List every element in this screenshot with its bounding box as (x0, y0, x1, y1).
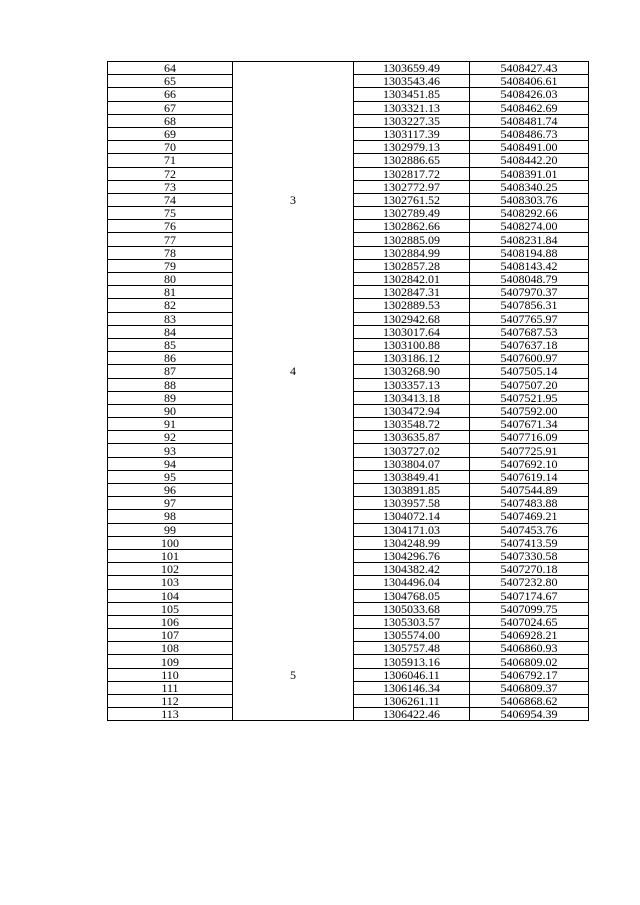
x-coordinate-cell: 1302817.72 (354, 167, 470, 180)
table-row (108, 695, 589, 708)
point-number-cell: 79 (108, 259, 233, 272)
table-row (108, 207, 589, 220)
table-row (108, 497, 589, 510)
group-cell (233, 220, 354, 233)
y-coordinate-cell: 5407671.34 (470, 418, 589, 431)
point-number-cell: 112 (108, 695, 233, 708)
x-coordinate-cell: 1303413.18 (354, 391, 470, 404)
x-coordinate-cell: 1303117.39 (354, 127, 470, 140)
coordinate-table (107, 61, 589, 721)
table-row (108, 404, 589, 417)
point-number-cell: 85 (108, 338, 233, 351)
point-number-cell: 78 (108, 246, 233, 259)
x-coordinate-cell: 1304496.04 (354, 576, 470, 589)
x-coordinate-cell: 1303100.88 (354, 338, 470, 351)
table-row (108, 615, 589, 628)
group-cell: 4 (233, 365, 354, 378)
x-coordinate-cell: 1303321.13 (354, 101, 470, 114)
x-coordinate-cell: 1304171.03 (354, 523, 470, 536)
x-coordinate-cell: 1302884.99 (354, 246, 470, 259)
y-coordinate-cell: 5408491.00 (470, 141, 589, 154)
table-row (108, 431, 589, 444)
point-number-cell: 77 (108, 233, 233, 246)
group-cell (233, 378, 354, 391)
y-coordinate-cell: 5408481.74 (470, 114, 589, 127)
y-coordinate-cell: 5407483.88 (470, 497, 589, 510)
x-coordinate-cell: 1306422.46 (354, 708, 470, 721)
x-coordinate-cell: 1303451.85 (354, 88, 470, 101)
group-cell (233, 101, 354, 114)
point-number-cell: 90 (108, 404, 233, 417)
table-row (108, 576, 589, 589)
group-cell (233, 523, 354, 536)
table-row (108, 629, 589, 642)
x-coordinate-cell: 1303186.12 (354, 352, 470, 365)
x-coordinate-cell: 1304382.42 (354, 563, 470, 576)
point-number-cell: 72 (108, 167, 233, 180)
y-coordinate-cell: 5407544.89 (470, 484, 589, 497)
group-cell (233, 589, 354, 602)
group-cell (233, 259, 354, 272)
x-coordinate-cell: 1306046.11 (354, 668, 470, 681)
group-cell (233, 576, 354, 589)
group-cell: 3 (233, 193, 354, 206)
x-coordinate-cell: 1303017.64 (354, 325, 470, 338)
point-number-cell: 95 (108, 470, 233, 483)
y-coordinate-cell: 5407687.53 (470, 325, 589, 338)
y-coordinate-cell: 5407174.67 (470, 589, 589, 602)
group-cell (233, 510, 354, 523)
x-coordinate-cell: 1303268.90 (354, 365, 470, 378)
y-coordinate-cell: 5406860.93 (470, 642, 589, 655)
y-coordinate-cell: 5407024.65 (470, 615, 589, 628)
x-coordinate-cell: 1304296.76 (354, 549, 470, 562)
group-cell (233, 299, 354, 312)
x-coordinate-cell: 1303957.58 (354, 497, 470, 510)
y-coordinate-cell: 5407521.95 (470, 391, 589, 404)
table-row (108, 167, 589, 180)
x-coordinate-cell: 1303659.49 (354, 62, 470, 75)
point-number-cell: 88 (108, 378, 233, 391)
table-row (108, 127, 589, 140)
y-coordinate-cell: 5407716.09 (470, 431, 589, 444)
table-row (108, 312, 589, 325)
point-number-cell: 84 (108, 325, 233, 338)
point-number-cell: 66 (108, 88, 233, 101)
group-cell (233, 681, 354, 694)
group-cell (233, 457, 354, 470)
group-cell: 5 (233, 668, 354, 681)
x-coordinate-cell: 1302847.31 (354, 286, 470, 299)
table-row (108, 681, 589, 694)
table-row (108, 470, 589, 483)
group-cell (233, 127, 354, 140)
y-coordinate-cell: 5407619.14 (470, 470, 589, 483)
table-row (108, 180, 589, 193)
point-number-cell: 89 (108, 391, 233, 404)
table-row (108, 299, 589, 312)
group-cell (233, 312, 354, 325)
table-row (108, 510, 589, 523)
table-row (108, 114, 589, 127)
point-number-cell: 64 (108, 62, 233, 75)
x-coordinate-cell: 1306261.11 (354, 695, 470, 708)
group-cell (233, 62, 354, 75)
group-cell (233, 563, 354, 576)
point-number-cell: 110 (108, 668, 233, 681)
group-cell (233, 88, 354, 101)
point-number-cell: 97 (108, 497, 233, 510)
y-coordinate-cell: 5408442.20 (470, 154, 589, 167)
group-cell (233, 273, 354, 286)
y-coordinate-cell: 5408143.42 (470, 259, 589, 272)
point-number-cell: 100 (108, 536, 233, 549)
x-coordinate-cell: 1302942.68 (354, 312, 470, 325)
x-coordinate-cell: 1305033.68 (354, 602, 470, 615)
y-coordinate-cell: 5407413.59 (470, 536, 589, 549)
point-number-cell: 92 (108, 431, 233, 444)
y-coordinate-cell: 5408462.69 (470, 101, 589, 114)
point-number-cell: 71 (108, 154, 233, 167)
y-coordinate-cell: 5406928.21 (470, 629, 589, 642)
table-row (108, 457, 589, 470)
x-coordinate-cell: 1303357.13 (354, 378, 470, 391)
table-row (108, 193, 589, 206)
y-coordinate-cell: 5407469.21 (470, 510, 589, 523)
point-number-cell: 73 (108, 180, 233, 193)
point-number-cell: 75 (108, 207, 233, 220)
point-number-cell: 108 (108, 642, 233, 655)
x-coordinate-cell: 1305303.57 (354, 615, 470, 628)
point-number-cell: 94 (108, 457, 233, 470)
point-number-cell: 101 (108, 549, 233, 562)
x-coordinate-cell: 1304768.05 (354, 589, 470, 602)
point-number-cell: 93 (108, 444, 233, 457)
y-coordinate-cell: 5408426.03 (470, 88, 589, 101)
table-row (108, 391, 589, 404)
table-row (108, 378, 589, 391)
point-number-cell: 109 (108, 655, 233, 668)
point-number-cell: 105 (108, 602, 233, 615)
group-cell (233, 154, 354, 167)
x-coordinate-cell: 1302772.97 (354, 180, 470, 193)
x-coordinate-cell: 1303543.46 (354, 75, 470, 88)
group-cell (233, 391, 354, 404)
point-number-cell: 69 (108, 127, 233, 140)
table-row (108, 88, 589, 101)
point-number-cell: 67 (108, 101, 233, 114)
group-cell (233, 75, 354, 88)
table-row (108, 642, 589, 655)
table-row (108, 708, 589, 721)
table-row (108, 352, 589, 365)
point-number-cell: 80 (108, 273, 233, 286)
x-coordinate-cell: 1302789.49 (354, 207, 470, 220)
group-cell (233, 602, 354, 615)
group-cell (233, 286, 354, 299)
group-cell (233, 444, 354, 457)
point-number-cell: 113 (108, 708, 233, 721)
table-row (108, 602, 589, 615)
y-coordinate-cell: 5407637.18 (470, 338, 589, 351)
x-coordinate-cell: 1305574.00 (354, 629, 470, 642)
x-coordinate-cell: 1302886.65 (354, 154, 470, 167)
point-number-cell: 76 (108, 220, 233, 233)
group-cell (233, 615, 354, 628)
group-cell (233, 338, 354, 351)
x-coordinate-cell: 1303635.87 (354, 431, 470, 444)
y-coordinate-cell: 5408231.84 (470, 233, 589, 246)
table-row (108, 365, 589, 378)
x-coordinate-cell: 1302842.01 (354, 273, 470, 286)
y-coordinate-cell: 5407765.97 (470, 312, 589, 325)
x-coordinate-cell: 1304248.99 (354, 536, 470, 549)
point-number-cell: 98 (108, 510, 233, 523)
point-number-cell: 82 (108, 299, 233, 312)
y-coordinate-cell: 5407856.31 (470, 299, 589, 312)
table-row (108, 549, 589, 562)
group-cell (233, 207, 354, 220)
table-row (108, 325, 589, 338)
y-coordinate-cell: 5408406.61 (470, 75, 589, 88)
y-coordinate-cell: 5407232.80 (470, 576, 589, 589)
group-cell (233, 167, 354, 180)
group-cell (233, 114, 354, 127)
y-coordinate-cell: 5406868.62 (470, 695, 589, 708)
group-cell (233, 352, 354, 365)
point-number-cell: 107 (108, 629, 233, 642)
group-cell (233, 629, 354, 642)
group-cell (233, 655, 354, 668)
y-coordinate-cell: 5408486.73 (470, 127, 589, 140)
point-number-cell: 91 (108, 418, 233, 431)
y-coordinate-cell: 5407270.18 (470, 563, 589, 576)
y-coordinate-cell: 5407099.75 (470, 602, 589, 615)
table-row (108, 338, 589, 351)
x-coordinate-cell: 1302889.53 (354, 299, 470, 312)
y-coordinate-cell: 5408303.76 (470, 193, 589, 206)
table-row (108, 668, 589, 681)
group-cell (233, 431, 354, 444)
y-coordinate-cell: 5408292.66 (470, 207, 589, 220)
y-coordinate-cell: 5407692.10 (470, 457, 589, 470)
y-coordinate-cell: 5408048.79 (470, 273, 589, 286)
x-coordinate-cell: 1302761.52 (354, 193, 470, 206)
point-number-cell: 104 (108, 589, 233, 602)
group-cell (233, 404, 354, 417)
y-coordinate-cell: 5408391.01 (470, 167, 589, 180)
x-coordinate-cell: 1306146.34 (354, 681, 470, 694)
x-coordinate-cell: 1303227.35 (354, 114, 470, 127)
table-row (108, 563, 589, 576)
x-coordinate-cell: 1303548.72 (354, 418, 470, 431)
y-coordinate-cell: 5406792.17 (470, 668, 589, 681)
table-row (108, 62, 589, 75)
group-cell (233, 325, 354, 338)
y-coordinate-cell: 5407725.91 (470, 444, 589, 457)
y-coordinate-cell: 5407600.97 (470, 352, 589, 365)
group-cell (233, 695, 354, 708)
y-coordinate-cell: 5406809.02 (470, 655, 589, 668)
x-coordinate-cell: 1303849.41 (354, 470, 470, 483)
y-coordinate-cell: 5407507.20 (470, 378, 589, 391)
table-row (108, 523, 589, 536)
point-number-cell: 81 (108, 286, 233, 299)
group-cell (233, 418, 354, 431)
table-row (108, 444, 589, 457)
y-coordinate-cell: 5407505.14 (470, 365, 589, 378)
point-number-cell: 96 (108, 484, 233, 497)
table-row (108, 259, 589, 272)
x-coordinate-cell: 1302979.13 (354, 141, 470, 154)
y-coordinate-cell: 5406809.37 (470, 681, 589, 694)
table-row (108, 233, 589, 246)
x-coordinate-cell: 1302885.09 (354, 233, 470, 246)
coordinate-table-body (108, 62, 589, 721)
x-coordinate-cell: 1303727.02 (354, 444, 470, 457)
x-coordinate-cell: 1303472.94 (354, 404, 470, 417)
table-row (108, 589, 589, 602)
y-coordinate-cell: 5406954.39 (470, 708, 589, 721)
table-row (108, 220, 589, 233)
point-number-cell: 74 (108, 193, 233, 206)
point-number-cell: 68 (108, 114, 233, 127)
x-coordinate-cell: 1302857.28 (354, 259, 470, 272)
table-row (108, 484, 589, 497)
y-coordinate-cell: 5407453.76 (470, 523, 589, 536)
x-coordinate-cell: 1303891.85 (354, 484, 470, 497)
group-cell (233, 141, 354, 154)
group-cell (233, 484, 354, 497)
x-coordinate-cell: 1304072.14 (354, 510, 470, 523)
point-number-cell: 111 (108, 681, 233, 694)
x-coordinate-cell: 1303804.07 (354, 457, 470, 470)
table-row (108, 536, 589, 549)
point-number-cell: 65 (108, 75, 233, 88)
y-coordinate-cell: 5408274.00 (470, 220, 589, 233)
y-coordinate-cell: 5408427.43 (470, 62, 589, 75)
table-row (108, 655, 589, 668)
group-cell (233, 180, 354, 193)
table-row (108, 154, 589, 167)
y-coordinate-cell: 5408340.25 (470, 180, 589, 193)
point-number-cell: 70 (108, 141, 233, 154)
group-cell (233, 233, 354, 246)
x-coordinate-cell: 1305913.16 (354, 655, 470, 668)
y-coordinate-cell: 5408194.88 (470, 246, 589, 259)
point-number-cell: 83 (108, 312, 233, 325)
point-number-cell: 99 (108, 523, 233, 536)
group-cell (233, 642, 354, 655)
table-row (108, 246, 589, 259)
y-coordinate-cell: 5407330.58 (470, 549, 589, 562)
point-number-cell: 102 (108, 563, 233, 576)
table-row (108, 286, 589, 299)
table-row (108, 101, 589, 114)
x-coordinate-cell: 1305757.48 (354, 642, 470, 655)
group-cell (233, 497, 354, 510)
point-number-cell: 103 (108, 576, 233, 589)
table-row (108, 418, 589, 431)
y-coordinate-cell: 5407970.37 (470, 286, 589, 299)
point-number-cell: 106 (108, 615, 233, 628)
group-cell (233, 470, 354, 483)
group-cell (233, 549, 354, 562)
table-row (108, 75, 589, 88)
table-row (108, 273, 589, 286)
x-coordinate-cell: 1302862.66 (354, 220, 470, 233)
table-row (108, 141, 589, 154)
group-cell (233, 536, 354, 549)
point-number-cell: 86 (108, 352, 233, 365)
group-cell (233, 708, 354, 721)
y-coordinate-cell: 5407592.00 (470, 404, 589, 417)
group-cell (233, 246, 354, 259)
point-number-cell: 87 (108, 365, 233, 378)
